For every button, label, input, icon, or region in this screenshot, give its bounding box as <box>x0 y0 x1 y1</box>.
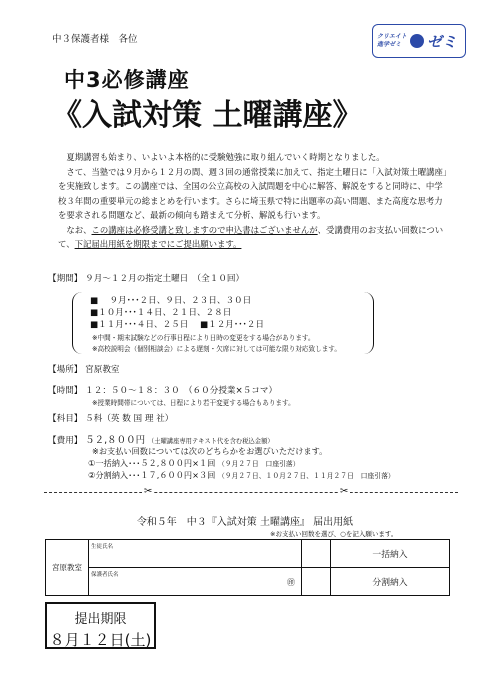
fee-option2-note: （９月２７日、１０月２７日、１１月２７日 口座引落） <box>217 472 395 480</box>
time-value: １２：５０～１８：３０ （６０分授業×５コマ） <box>85 386 278 396</box>
period-note1: ※中間・期末試験などの行事日程により日時の変更をする場合があります。 <box>92 334 315 342</box>
fee-line3 <box>88 470 395 481</box>
time-row <box>48 384 277 396</box>
fee-option2: ②分割納入･･･１７,６００円×３回 <box>88 470 216 480</box>
deadline-date: ８月１２日(土) <box>49 631 152 649</box>
subjects-label: 【科目】 <box>48 414 83 424</box>
fee-line2 <box>88 458 300 469</box>
schedule-nov: ■１１月･･･４日、２５日 <box>90 320 189 330</box>
schedule-sep: ■ ９月･･･２日、９日、２３日、３０日 <box>90 296 252 306</box>
fee-option1: ①一括納入･･･５２,８００円×１回 <box>88 458 216 468</box>
place-row <box>48 363 120 375</box>
deadline-label: 提出期限 <box>74 612 127 627</box>
fee-value-note: （土曜講座専用テキスト代を含む税込金額） <box>147 438 274 445</box>
guardian-name-field[interactable] <box>89 568 302 596</box>
student-name-label: 生徒氏名 <box>91 544 114 550</box>
period-value: ９月～１２月の指定土曜日 （全１０回） <box>85 274 245 284</box>
scissors-icon: ✂ <box>340 486 349 497</box>
fee-line1: ※お支払い回数については次のどちらかをお選びいただけます。 <box>92 446 328 456</box>
logo-sub2: 進学ゼミ <box>377 41 402 48</box>
student-name-field[interactable] <box>89 540 302 568</box>
place-label: 【場所】 <box>48 365 83 375</box>
intro-text <box>58 150 450 252</box>
form-location: 宮原教室 <box>46 540 89 596</box>
intro-p3-a: なお、 <box>66 224 92 235</box>
logo-subtext <box>377 33 407 49</box>
submission-form <box>45 539 450 596</box>
seal-icon: ㊞ <box>287 578 295 587</box>
fee-option1-note: （９月２７日 口座引落） <box>217 460 300 468</box>
fee-row <box>48 432 274 446</box>
logo-main: ゼミ <box>426 32 457 51</box>
addressee: 中３保護者様 各位 <box>52 34 138 45</box>
intro-p1: 夏期講習も始まり、いよいよ本格的に受験勉強に取り組んでいく時期となりました。 <box>66 152 385 162</box>
scissors-icon: ✂ <box>144 486 153 497</box>
schedule-oct: ■１０月･･･１４日、２１日、２８日 <box>90 308 232 318</box>
form-subtitle: ※お支払い回数を選び、○を記入願います。 <box>270 530 398 538</box>
school-logo <box>372 24 466 58</box>
schedule-dec: ■１２月･･･２日 <box>200 320 264 330</box>
period-label: 【期間】 <box>48 274 83 284</box>
deadline-box <box>45 602 156 649</box>
intro-p2: さて、当塾では９月から１２月の間、週３回の通常授業に加えて、指定土曜日に「入試対策土曜講座」を実施致します。この講座では、全国の公立高校の入試問題を中心に解答、解説をすると同時に、中学校３年間の重要単元の総まとめを行います。さらに埼玉県で特に出題率の高い問題、また高度な思考力を要求される問題など、最新の傾向も踏まえて分析、解説も行います。 <box>58 166 448 220</box>
cut-line <box>44 492 458 493</box>
fee-label: 【費用】 <box>48 436 83 446</box>
option1-label: 一括納入 <box>331 540 450 568</box>
time-label: 【時間】 <box>48 386 83 396</box>
guardian-name-label: 保護者氏名 <box>91 572 119 578</box>
subjects-value: ５科（英 数 国 理 社） <box>85 414 174 424</box>
intro-p3 <box>58 223 450 252</box>
intro-p3-underline1: この講座は必修受講と致しますので申込書はございませんが <box>91 224 318 235</box>
form-title: 令和５年 中３『入試対策 土曜講座』 届出用紙 <box>136 517 354 528</box>
intro-p3-underline2: 下記届出用紙を期限までにご提出願います。 <box>74 239 242 249</box>
option1-mark-box[interactable] <box>302 540 331 568</box>
period-row <box>48 272 244 284</box>
fee-value: ５２,８００円 <box>85 435 146 446</box>
intro-p3-b: 、受講費用のお支払い回数について、 <box>58 224 444 249</box>
place-value: 宮原教室 <box>85 365 120 375</box>
logo-sub1: クリエイト <box>377 33 407 40</box>
title-course: 中3必修講座 <box>64 68 190 92</box>
title-main: 《入試対策 土曜講座》 <box>52 98 363 133</box>
logo-mark-icon <box>410 34 424 48</box>
subjects-row <box>48 412 173 424</box>
option2-mark-box[interactable] <box>302 568 331 596</box>
time-note: ※授業時間帯については、日程により若干変更する場合もあります。 <box>92 399 295 407</box>
period-note2: ※高校説明会（個別相談会）による遅刻・欠席に対しては可能な限り対応致します。 <box>92 345 341 353</box>
option2-label: 分割納入 <box>331 568 450 596</box>
